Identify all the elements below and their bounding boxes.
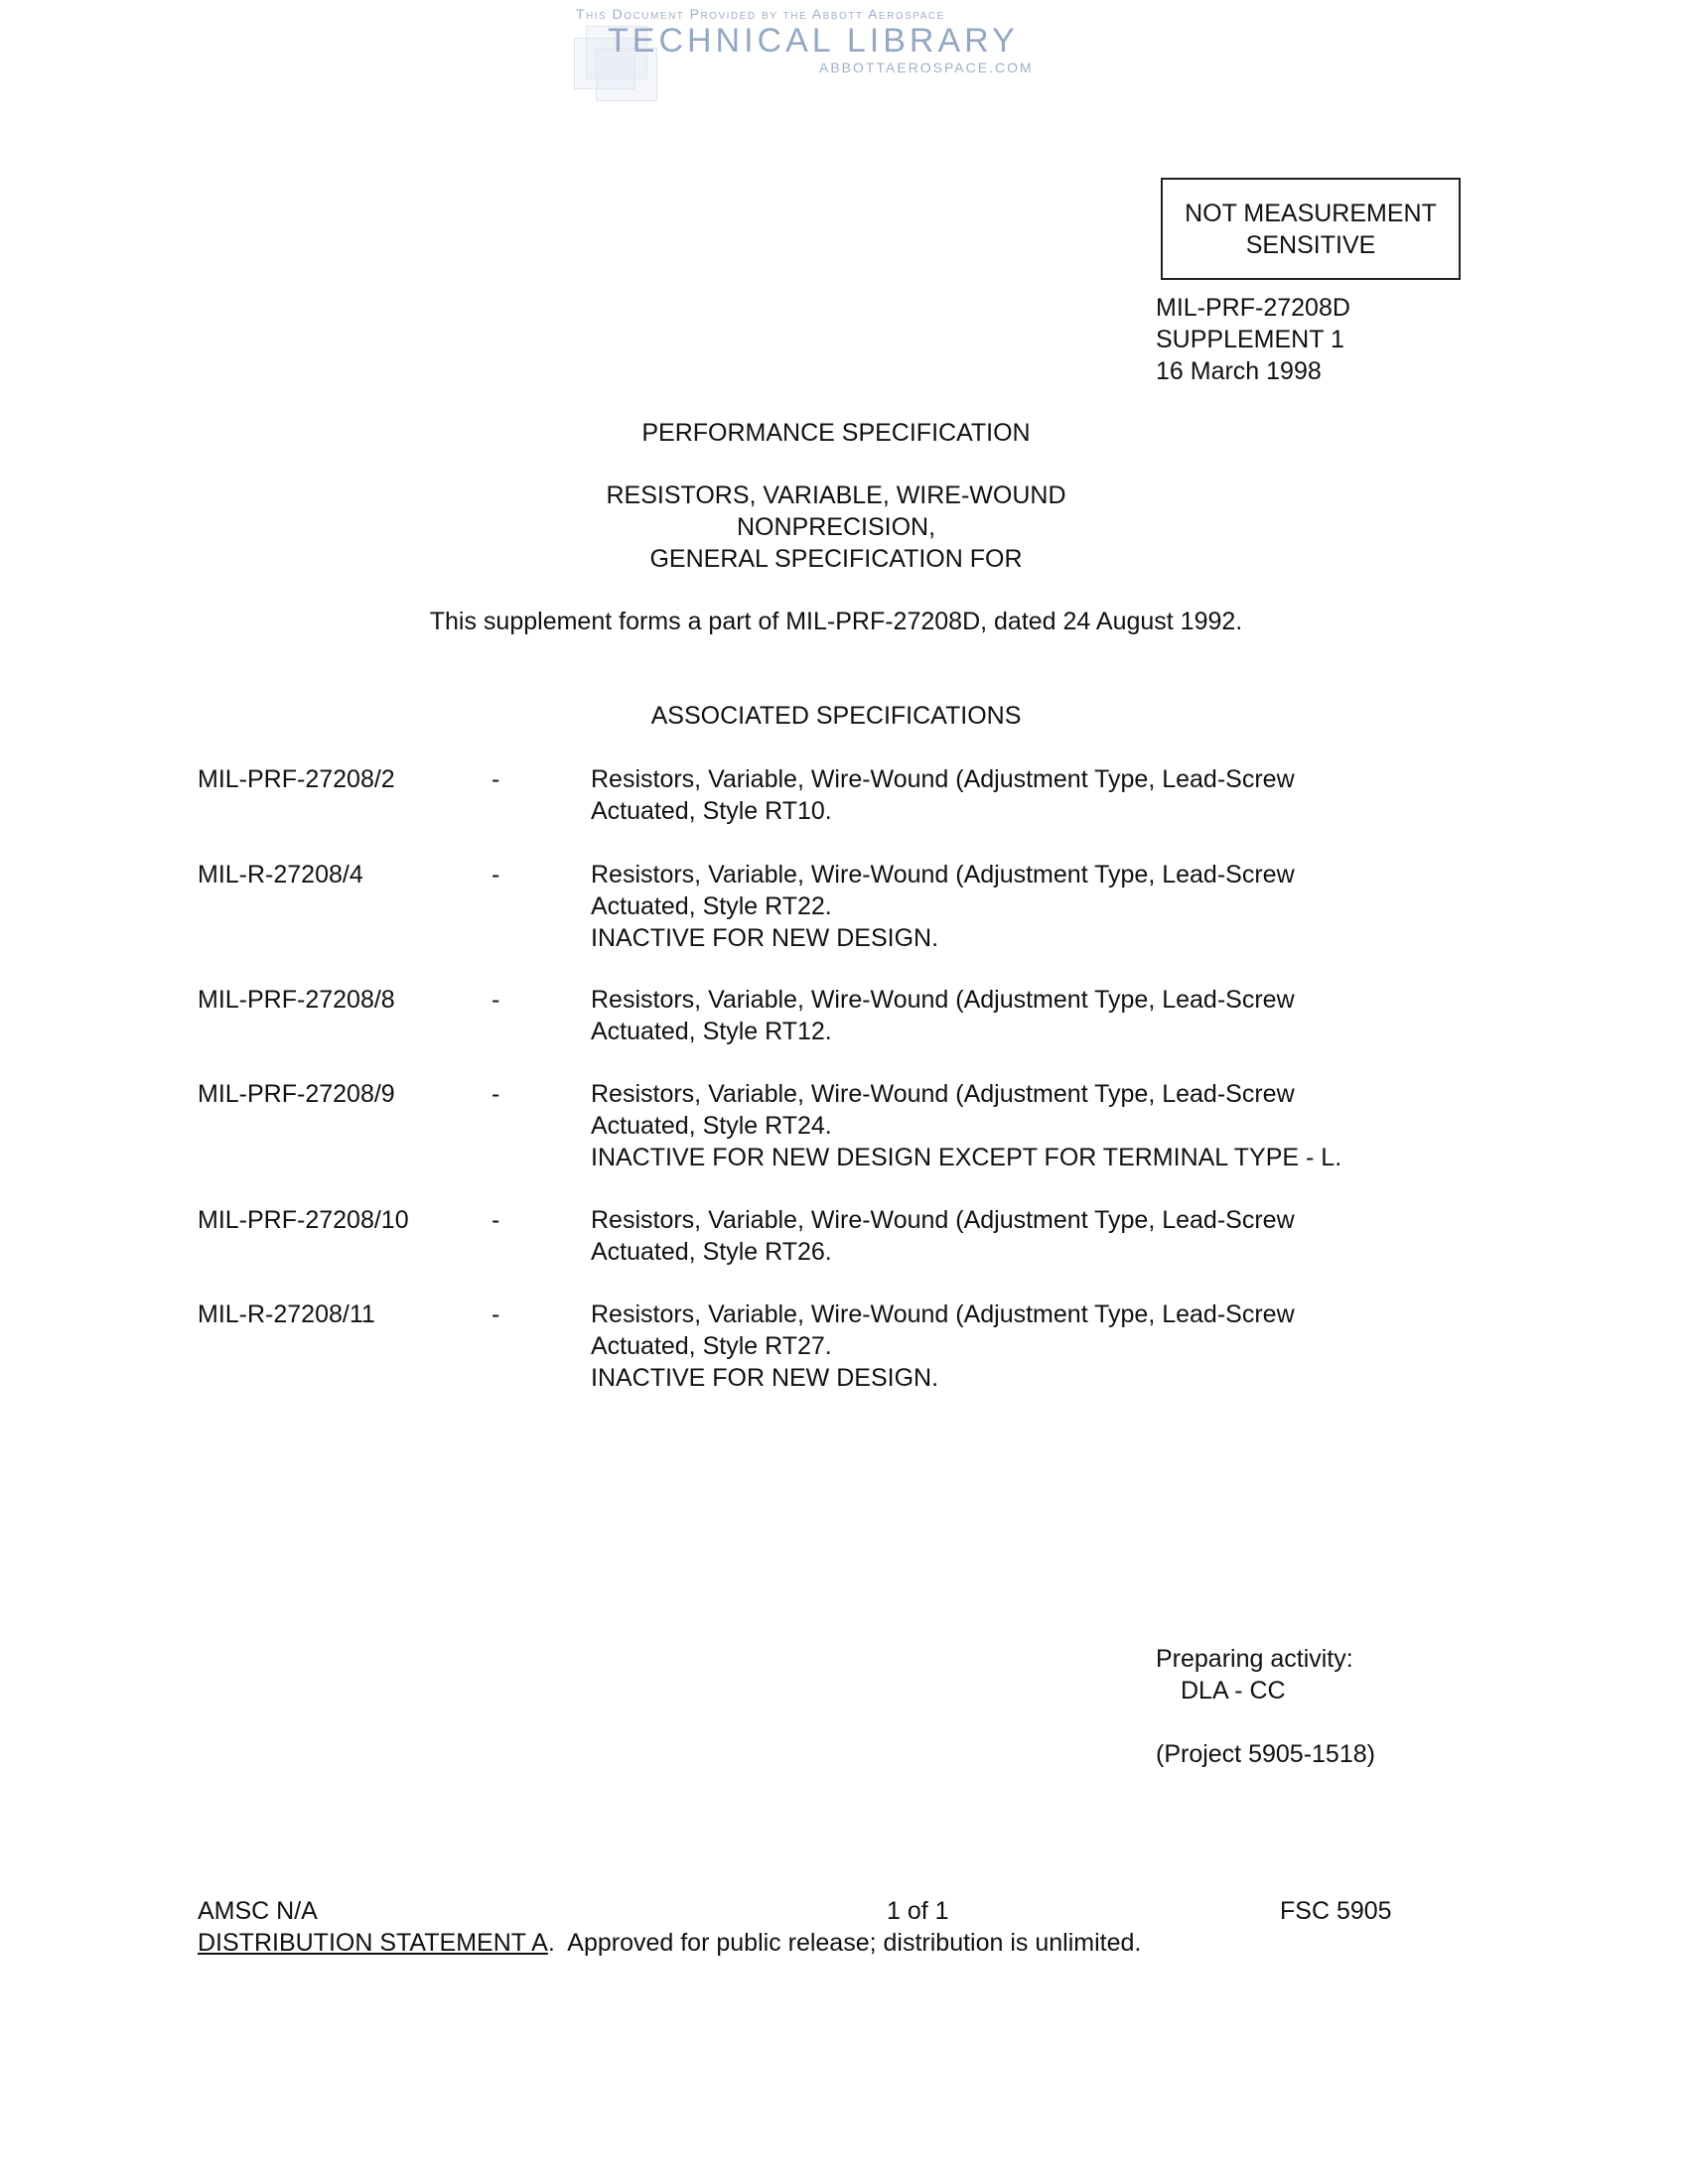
spec-id: MIL-R-27208/11 — [198, 1300, 375, 1328]
preparing-label: Preparing activity: — [1156, 1645, 1353, 1673]
spec-dash: - — [492, 1300, 500, 1328]
spec-description-line: INACTIVE FOR NEW DESIGN. — [591, 1364, 939, 1392]
associated-heading: ASSOCIATED SPECIFICATIONS — [650, 702, 1022, 730]
spec-id: MIL-R-27208/4 — [198, 861, 363, 888]
spec-description — [591, 1298, 1295, 1394]
doc-date: 16 March 1998 — [1156, 357, 1322, 385]
watermark-line3: ABBOTTAEROSPACE.COM — [819, 60, 1034, 75]
spec-dash: - — [492, 1206, 500, 1234]
spec-description-line: Actuated, Style RT10. — [591, 797, 832, 825]
spec-id: MIL-PRF-27208/8 — [198, 986, 395, 1014]
intro-text: This supplement forms a part of MIL-PRF-27208D, dated 24 August 1992. — [429, 608, 1243, 635]
spec-description — [591, 1204, 1295, 1268]
project-number: (Project 5905-1518) — [1156, 1740, 1375, 1768]
spec-description-line: Actuated, Style RT26. — [591, 1238, 832, 1266]
spec-description — [591, 1078, 1341, 1173]
spec-dash: - — [492, 986, 500, 1014]
spec-description-line: Actuated, Style RT12. — [591, 1018, 832, 1045]
watermark-line2: TECHNICAL LIBRARY — [608, 22, 1019, 60]
title-line3: GENERAL SPECIFICATION FOR — [649, 545, 1023, 573]
spec-description-line: Resistors, Variable, Wire-Wound (Adjustment Type, Lead-Screw — [591, 1300, 1295, 1328]
title-line1: RESISTORS, VARIABLE, WIRE-WOUND — [606, 481, 1066, 509]
distribution-text: . Approved for public release; distribution is unlimited. — [547, 1929, 1142, 1957]
spec-description-line: INACTIVE FOR NEW DESIGN. — [591, 924, 939, 952]
spec-description — [591, 984, 1295, 1047]
spec-type: PERFORMANCE SPECIFICATION — [641, 419, 1031, 447]
spec-description-line: Actuated, Style RT22. — [591, 892, 832, 920]
fsc: FSC 5905 — [1280, 1897, 1392, 1925]
measurement-sensitivity-box — [1161, 178, 1461, 280]
spec-description — [591, 763, 1295, 827]
spec-id: MIL-PRF-27208/9 — [198, 1080, 395, 1108]
spec-id: MIL-PRF-27208/2 — [198, 765, 395, 793]
doc-title — [0, 479, 1672, 575]
spec-dash: - — [492, 861, 500, 888]
spec-description — [591, 859, 1295, 954]
spec-description-line: Actuated, Style RT24. — [591, 1112, 832, 1140]
spec-dash: - — [492, 765, 500, 793]
title-line2: NONPRECISION, — [736, 513, 936, 541]
doc-number: MIL-PRF-27208D — [1156, 294, 1350, 322]
page-number: 1 of 1 — [887, 1897, 949, 1925]
box-line1: NOT MEASUREMENT — [1185, 199, 1437, 227]
box-line2: SENSITIVE — [1245, 230, 1376, 259]
watermark-line1: This Document Provided by the Abbott Aerospace — [576, 6, 945, 22]
preparing-activity: DLA - CC — [1181, 1677, 1286, 1705]
spec-description-line: Resistors, Variable, Wire-Wound (Adjustment Type, Lead-Screw — [591, 986, 1295, 1014]
abbott-watermark-logo — [566, 4, 1092, 113]
doc-identification — [1156, 292, 1350, 387]
supplement-number: SUPPLEMENT 1 — [1156, 326, 1344, 353]
spec-description-line: Resistors, Variable, Wire-Wound (Adjustment Type, Lead-Screw — [591, 765, 1295, 793]
spec-description-line: INACTIVE FOR NEW DESIGN EXCEPT FOR TERMINAL TYPE - L. — [591, 1144, 1342, 1171]
distribution-label: DISTRIBUTION STATEMENT A — [198, 1929, 548, 1957]
amsc: AMSC N/A — [198, 1897, 318, 1925]
spec-description-line: Resistors, Variable, Wire-Wound (Adjustment Type, Lead-Screw — [591, 1080, 1295, 1108]
spec-description-line: Resistors, Variable, Wire-Wound (Adjustment Type, Lead-Screw — [591, 861, 1295, 888]
spec-id: MIL-PRF-27208/10 — [198, 1206, 409, 1234]
spec-dash: - — [492, 1080, 500, 1108]
spec-description-line: Actuated, Style RT27. — [591, 1332, 832, 1360]
distribution-statement — [198, 1927, 1141, 1959]
spec-description-line: Resistors, Variable, Wire-Wound (Adjustment Type, Lead-Screw — [591, 1206, 1295, 1234]
